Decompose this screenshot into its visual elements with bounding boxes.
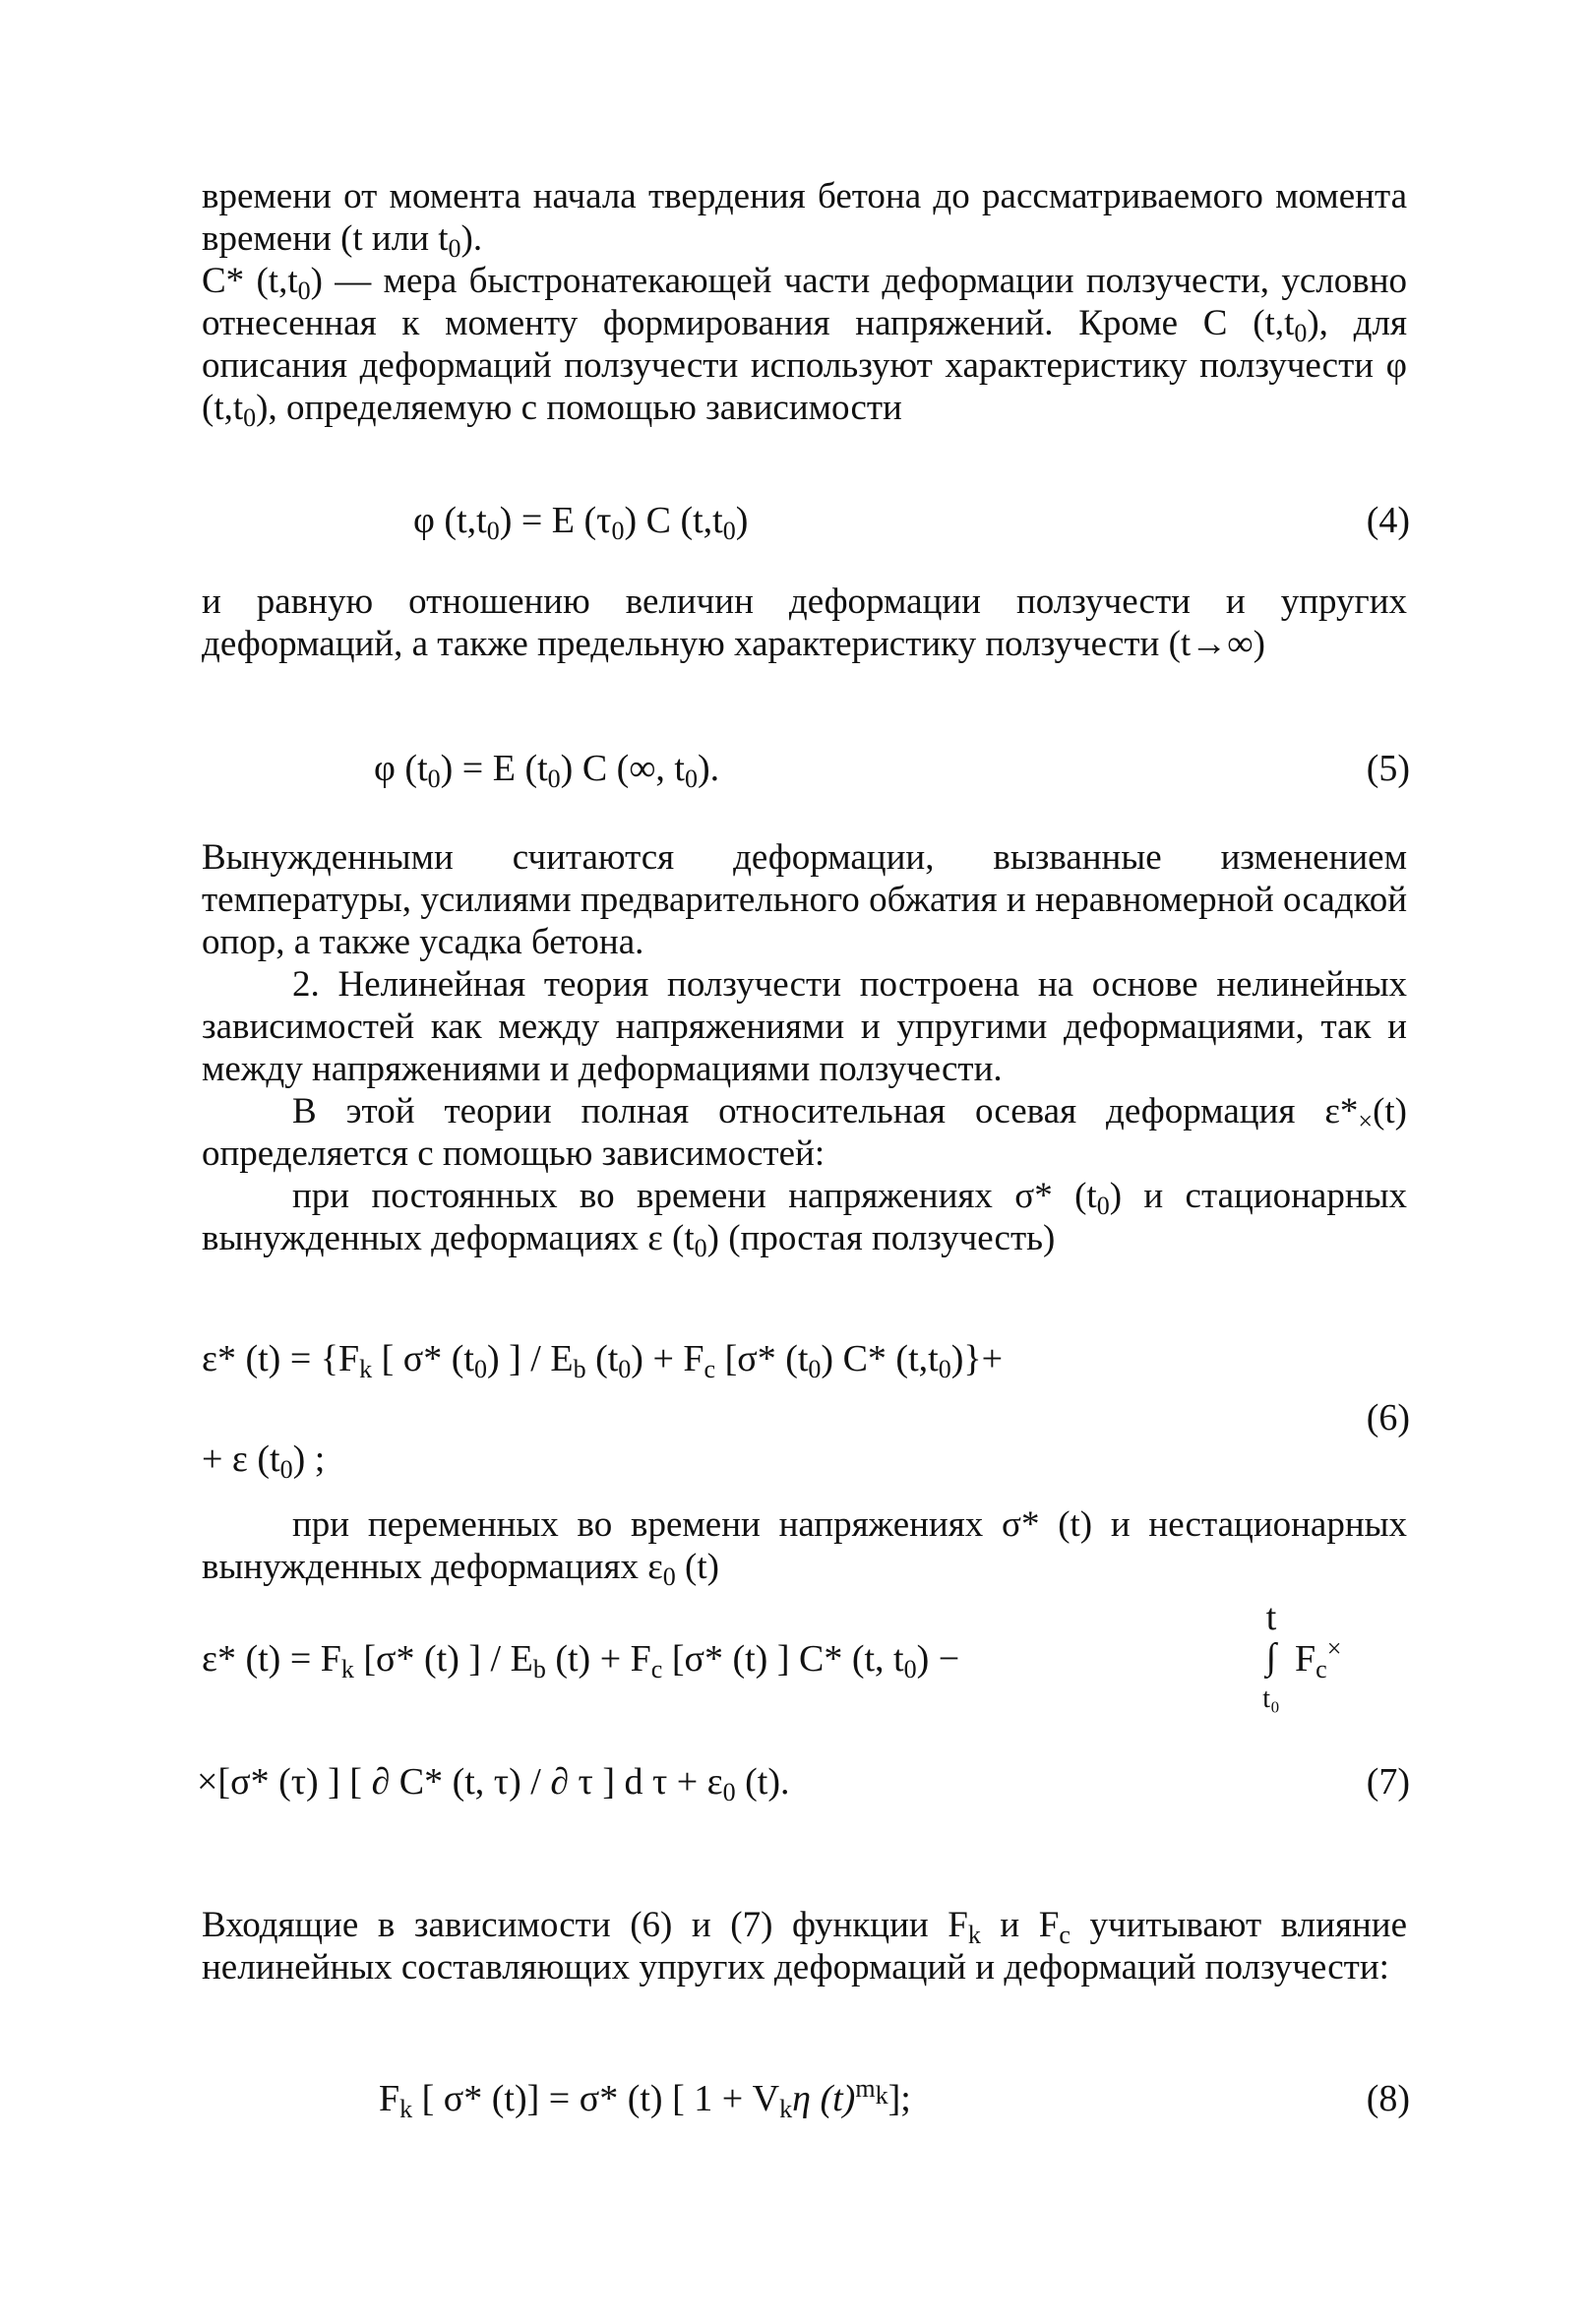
- equation-7-line-2: ×[σ* (τ) ] [ ∂ C* (t, τ) / ∂ τ ] d $\tau + \varepsilon_0$ (t).: [197, 1761, 790, 1806]
- paragraph-ratio: и равную отношению величин деформации ползучести и упругих деформаций, а также предельную характеристику ползучести (t→∞): [202, 581, 1407, 664]
- paragraph-variable: при переменных во времени напряжениях σ* (t) и нестационарных вынужденных деформациях $\varepsilon_0$ (t): [202, 1504, 1407, 1591]
- equation-5: φ $(t_0) = E$ $(t_0)$ C (∞, $t_0$).: [374, 748, 720, 793]
- equation-7-tail: $F_c^\times$: [1295, 1634, 1342, 1683]
- equation-number-8: (8): [1366, 2078, 1410, 2119]
- equation-number-4: (4): [1366, 500, 1410, 541]
- equation-6-line-2: + ε $(t_0)$ ;: [202, 1438, 326, 1484]
- integral-upper-limit: t: [1265, 1597, 1277, 1638]
- text-line: C* $(t,t_0)$ — мера быстронатекающей части деформации ползучести, условно отнесенная к моменту формирования напряжений. Кроме C $(t,t_0)$, для описания деформаций ползучести используют характеристику ползучести φ $(t,t_0)$, определяемую с помощью зависимости: [202, 261, 1408, 432]
- equation-4: φ $(t,t_0) = E$ $(\tau_0)$ C $(t,t_0)$: [413, 500, 749, 545]
- paragraph-functions: Входящие в зависимости (6) и (7) функции $F_k$ и $F_c$ учитывают влияние нелинейных составляющих упругих деформаций и деформаций ползучести:: [202, 1905, 1407, 1988]
- integral-lower-limit: t₀: [1262, 1683, 1280, 1714]
- equation-number-7: (7): [1366, 1761, 1410, 1803]
- equation-number-6: (6): [1366, 1397, 1410, 1438]
- equation-6-line-1: ε* $(t) = \{F_k$ [ σ* $(t_0)$ ] / $E_b$ $(t_0) + F_c$ [σ* $(t_0)$ C* $(t,t_0)\}+$: [202, 1338, 1004, 1383]
- paragraph-forced: Вынужденными считаются деформации, вызванные изменением температуры, усилиями предварительного обжатия и неравномерной осадкой опор, а также усадка бетона. 2. Нелинейная теория ползучести построена на основе нелинейных зависимостей как между напряжениями и упругими деформациями, так и между напряжениями и деформациями ползучести. В этой теории полная относительная осевая деформация $\varepsilon*_\times(t)$ определяется с помощью зависимостей: при постоянных во времени напряжениях σ* $(t_0)$ и стационарных вынужденных деформациях ε $(t_0)$ (простая ползучесть): [202, 837, 1407, 1262]
- equation-number-5: (5): [1366, 748, 1410, 789]
- text-line: времени от момента начала твердения бетона до рассматриваемого момента времени (t или $t_0$).: [202, 176, 1407, 263]
- integral-sign: ∫: [1265, 1636, 1277, 1678]
- equation-8: $F_k$ [ σ* (t)] = σ* (t) [ $1 + V_k\eta$ $(t)^{m_k}$];: [379, 2074, 911, 2123]
- paragraph-intro: [202, 175, 1408, 432]
- equation-7-line-1: ε* $(t) = F_k$ [σ* (t) ] / $E_b$ $(t) + F_c$ [σ* (t) ] C* (t, $t_0$) −: [202, 1638, 960, 1683]
